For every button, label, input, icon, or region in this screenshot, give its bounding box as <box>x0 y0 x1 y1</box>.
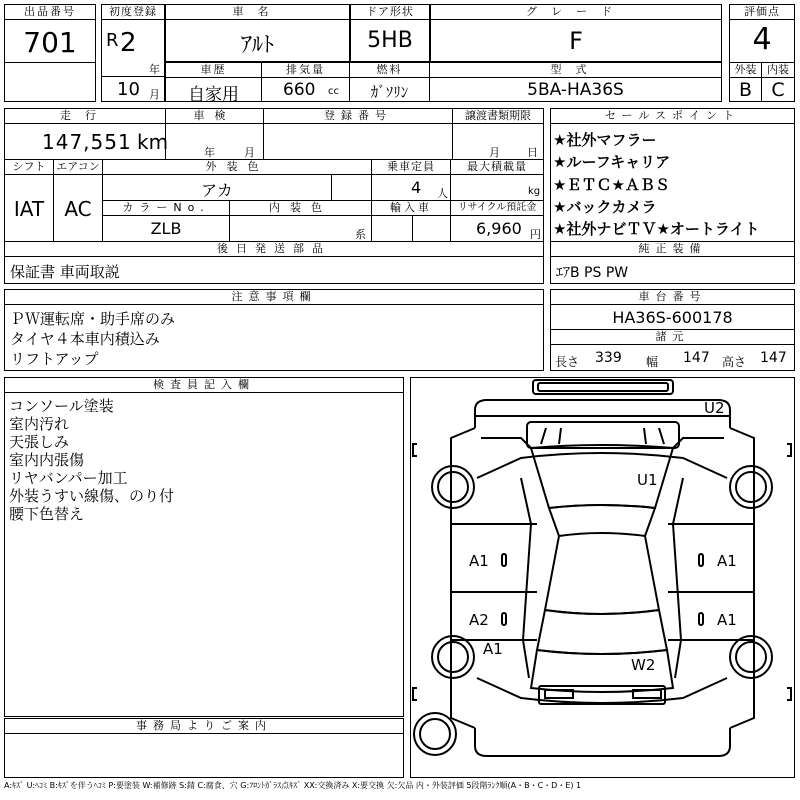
chassis-number: HA36S-600178 <box>612 308 733 327</box>
color-no-value: ZLB <box>150 219 182 238</box>
displacement-value: 660 <box>283 80 316 100</box>
mileage-unit: km <box>137 130 169 154</box>
ext-color-value: アカ <box>201 181 233 200</box>
inspector-line: リヤバンパー加工 <box>9 469 128 487</box>
legend-text: A:ｷｽﾞ U:ﾍｺﾐ B:ｷｽﾞを伴うﾍｺﾐ P:要塗装 W:補修跡 S:錆 C:腐食、穴 G:ﾌﾛﾝﾄｶﾞﾗｽ点ｷｽﾞ XX:交換済み X:要交換 欠:欠品 内・外装評価 5段階ﾗﾝｸ順(A・B・C・D・E) 1 <box>4 781 582 790</box>
ext-label: 外装 <box>729 62 762 78</box>
lot-number: 701 <box>23 26 77 59</box>
grade-label: グレード <box>430 4 722 20</box>
inspector-line: 天張しみ <box>9 433 70 451</box>
capacity-unit: 人 <box>437 187 448 200</box>
sales-point: ★社外ナビＴＶ★オートライト <box>553 220 760 238</box>
lot-label: 出品番号 <box>4 4 96 20</box>
sales-point: ★ルーフキャリア <box>553 153 671 171</box>
score-label: 評価点 <box>729 4 795 20</box>
recycle-value: 6,960 <box>476 219 522 238</box>
grade-value: F <box>569 27 583 55</box>
int-color-label: 内装色 <box>229 200 372 216</box>
damage-mark: A1 <box>469 552 489 570</box>
model-value: 5BA-HA36S <box>527 80 624 100</box>
sales-point: ★ＥＴＣ★ＡＢＳ <box>553 176 670 194</box>
era: R <box>106 30 119 51</box>
inspector-line: 外装うすい線傷、のり付 <box>9 487 175 505</box>
damage-mark: A1 <box>717 552 737 570</box>
sales-point: ★社外マフラー <box>553 131 657 149</box>
import-cell-a <box>371 215 413 242</box>
transfer-month-unit: 月 <box>489 146 500 159</box>
mileage-label: 走行 <box>4 108 166 124</box>
inspector-line: 腰下色替え <box>9 505 85 523</box>
notes-line: ＰＷ運転席・助手席のみ <box>10 310 176 328</box>
equip-value: ｴｱB PS PW <box>556 265 629 281</box>
fuel-value: ｶﾞｿﾘﾝ <box>370 83 409 101</box>
reg-year-unit: 年 <box>149 63 160 76</box>
sales-point: ★バックカメラ <box>553 198 657 216</box>
shift-label: シフト <box>4 159 54 175</box>
width-value: 147 <box>683 350 710 366</box>
color-no-label: カラーNo. <box>102 200 230 216</box>
lot-divider <box>4 62 96 102</box>
score-value: 4 <box>752 22 772 57</box>
import-label: 輸入車 <box>371 200 451 216</box>
import-cell-b <box>412 215 451 242</box>
door-value: 5HB <box>367 28 413 53</box>
int-score: C <box>771 79 785 101</box>
inspection-label: 車検 <box>165 108 264 124</box>
length-label: 長さ <box>555 355 580 369</box>
load-label: 最大積載量 <box>450 159 544 175</box>
reg-year: 2 <box>120 28 137 58</box>
car-name: ｱﾙﾄ <box>240 33 274 58</box>
notes-line: リフトアップ <box>10 350 99 368</box>
damage-diagram <box>410 377 795 778</box>
ac-value: AC <box>64 197 92 221</box>
fuel-label: 燃料 <box>349 62 430 78</box>
ext-color-extra <box>331 174 372 201</box>
damage-mark: W2 <box>631 656 656 674</box>
inspector-line: 室内汚れ <box>9 415 70 433</box>
history-label: 車歴 <box>165 62 262 78</box>
inspection-month-unit: 月 <box>244 146 255 159</box>
office-label: 事務局よりご案内 <box>4 718 404 734</box>
inspection-year-unit: 年 <box>204 146 215 159</box>
reg-month: 10 <box>117 79 140 100</box>
sales-label: セールスポイント <box>550 108 795 124</box>
int-label: 内装 <box>761 62 795 78</box>
later-value: 保証書 車両取説 <box>10 263 120 281</box>
height-value: 147 <box>760 350 787 366</box>
ac-label: エアコン <box>53 159 103 175</box>
displacement-label: 排気量 <box>261 62 350 78</box>
later-label: 後日発送部品 <box>4 241 544 257</box>
model-label: 型式 <box>429 62 722 78</box>
displacement-unit: cc <box>328 86 339 97</box>
reg-no-label: 登録番号 <box>263 108 453 124</box>
load-unit: kg <box>528 186 541 197</box>
int-color-unit: 系 <box>355 228 366 241</box>
inspector-line: 室内内張傷 <box>9 451 85 469</box>
width-label: 幅 <box>646 355 659 369</box>
capacity-value: 4 <box>411 178 422 197</box>
transfer-label: 譲渡書類期限 <box>452 108 544 124</box>
reg-no-cell <box>263 123 453 160</box>
length-value: 339 <box>595 350 622 366</box>
transfer-day-unit: 日 <box>527 146 538 159</box>
int-color-cell <box>229 215 372 242</box>
damage-mark: A1 <box>483 640 503 658</box>
car-diagram <box>411 378 794 777</box>
car-name-label: 車名 <box>165 4 350 20</box>
damage-mark: U2 <box>704 399 725 417</box>
height-label: 高さ <box>722 355 747 369</box>
reg-month-unit: 月 <box>149 88 160 101</box>
damage-mark: A1 <box>717 611 737 629</box>
damage-mark: A2 <box>469 611 489 629</box>
ext-color-label: 外装色 <box>102 159 372 175</box>
mileage-value: 147,551 <box>42 130 132 154</box>
recycle-label: リサイクル預託金 <box>450 200 544 216</box>
notes-label: 注意事項欄 <box>4 289 544 305</box>
door-label: ドア形状 <box>350 4 430 20</box>
ext-score: B <box>738 79 753 101</box>
equip-label: 純正装備 <box>550 241 795 257</box>
history-value: 自家用 <box>188 85 239 105</box>
chassis-label: 車台番号 <box>550 289 795 305</box>
first-reg-label: 初度登録 <box>101 4 165 20</box>
recycle-unit: 円 <box>530 228 541 241</box>
inspector-label: 検査員記入欄 <box>4 377 404 393</box>
capacity-label: 乗車定員 <box>371 159 451 175</box>
notes-line: タイヤ４本車内積込み <box>10 330 160 348</box>
shift-value: IAT <box>13 197 45 221</box>
damage-mark: U1 <box>637 471 658 489</box>
inspector-line: コンソール塗装 <box>9 397 114 415</box>
dims-label: 諸元 <box>550 329 795 345</box>
